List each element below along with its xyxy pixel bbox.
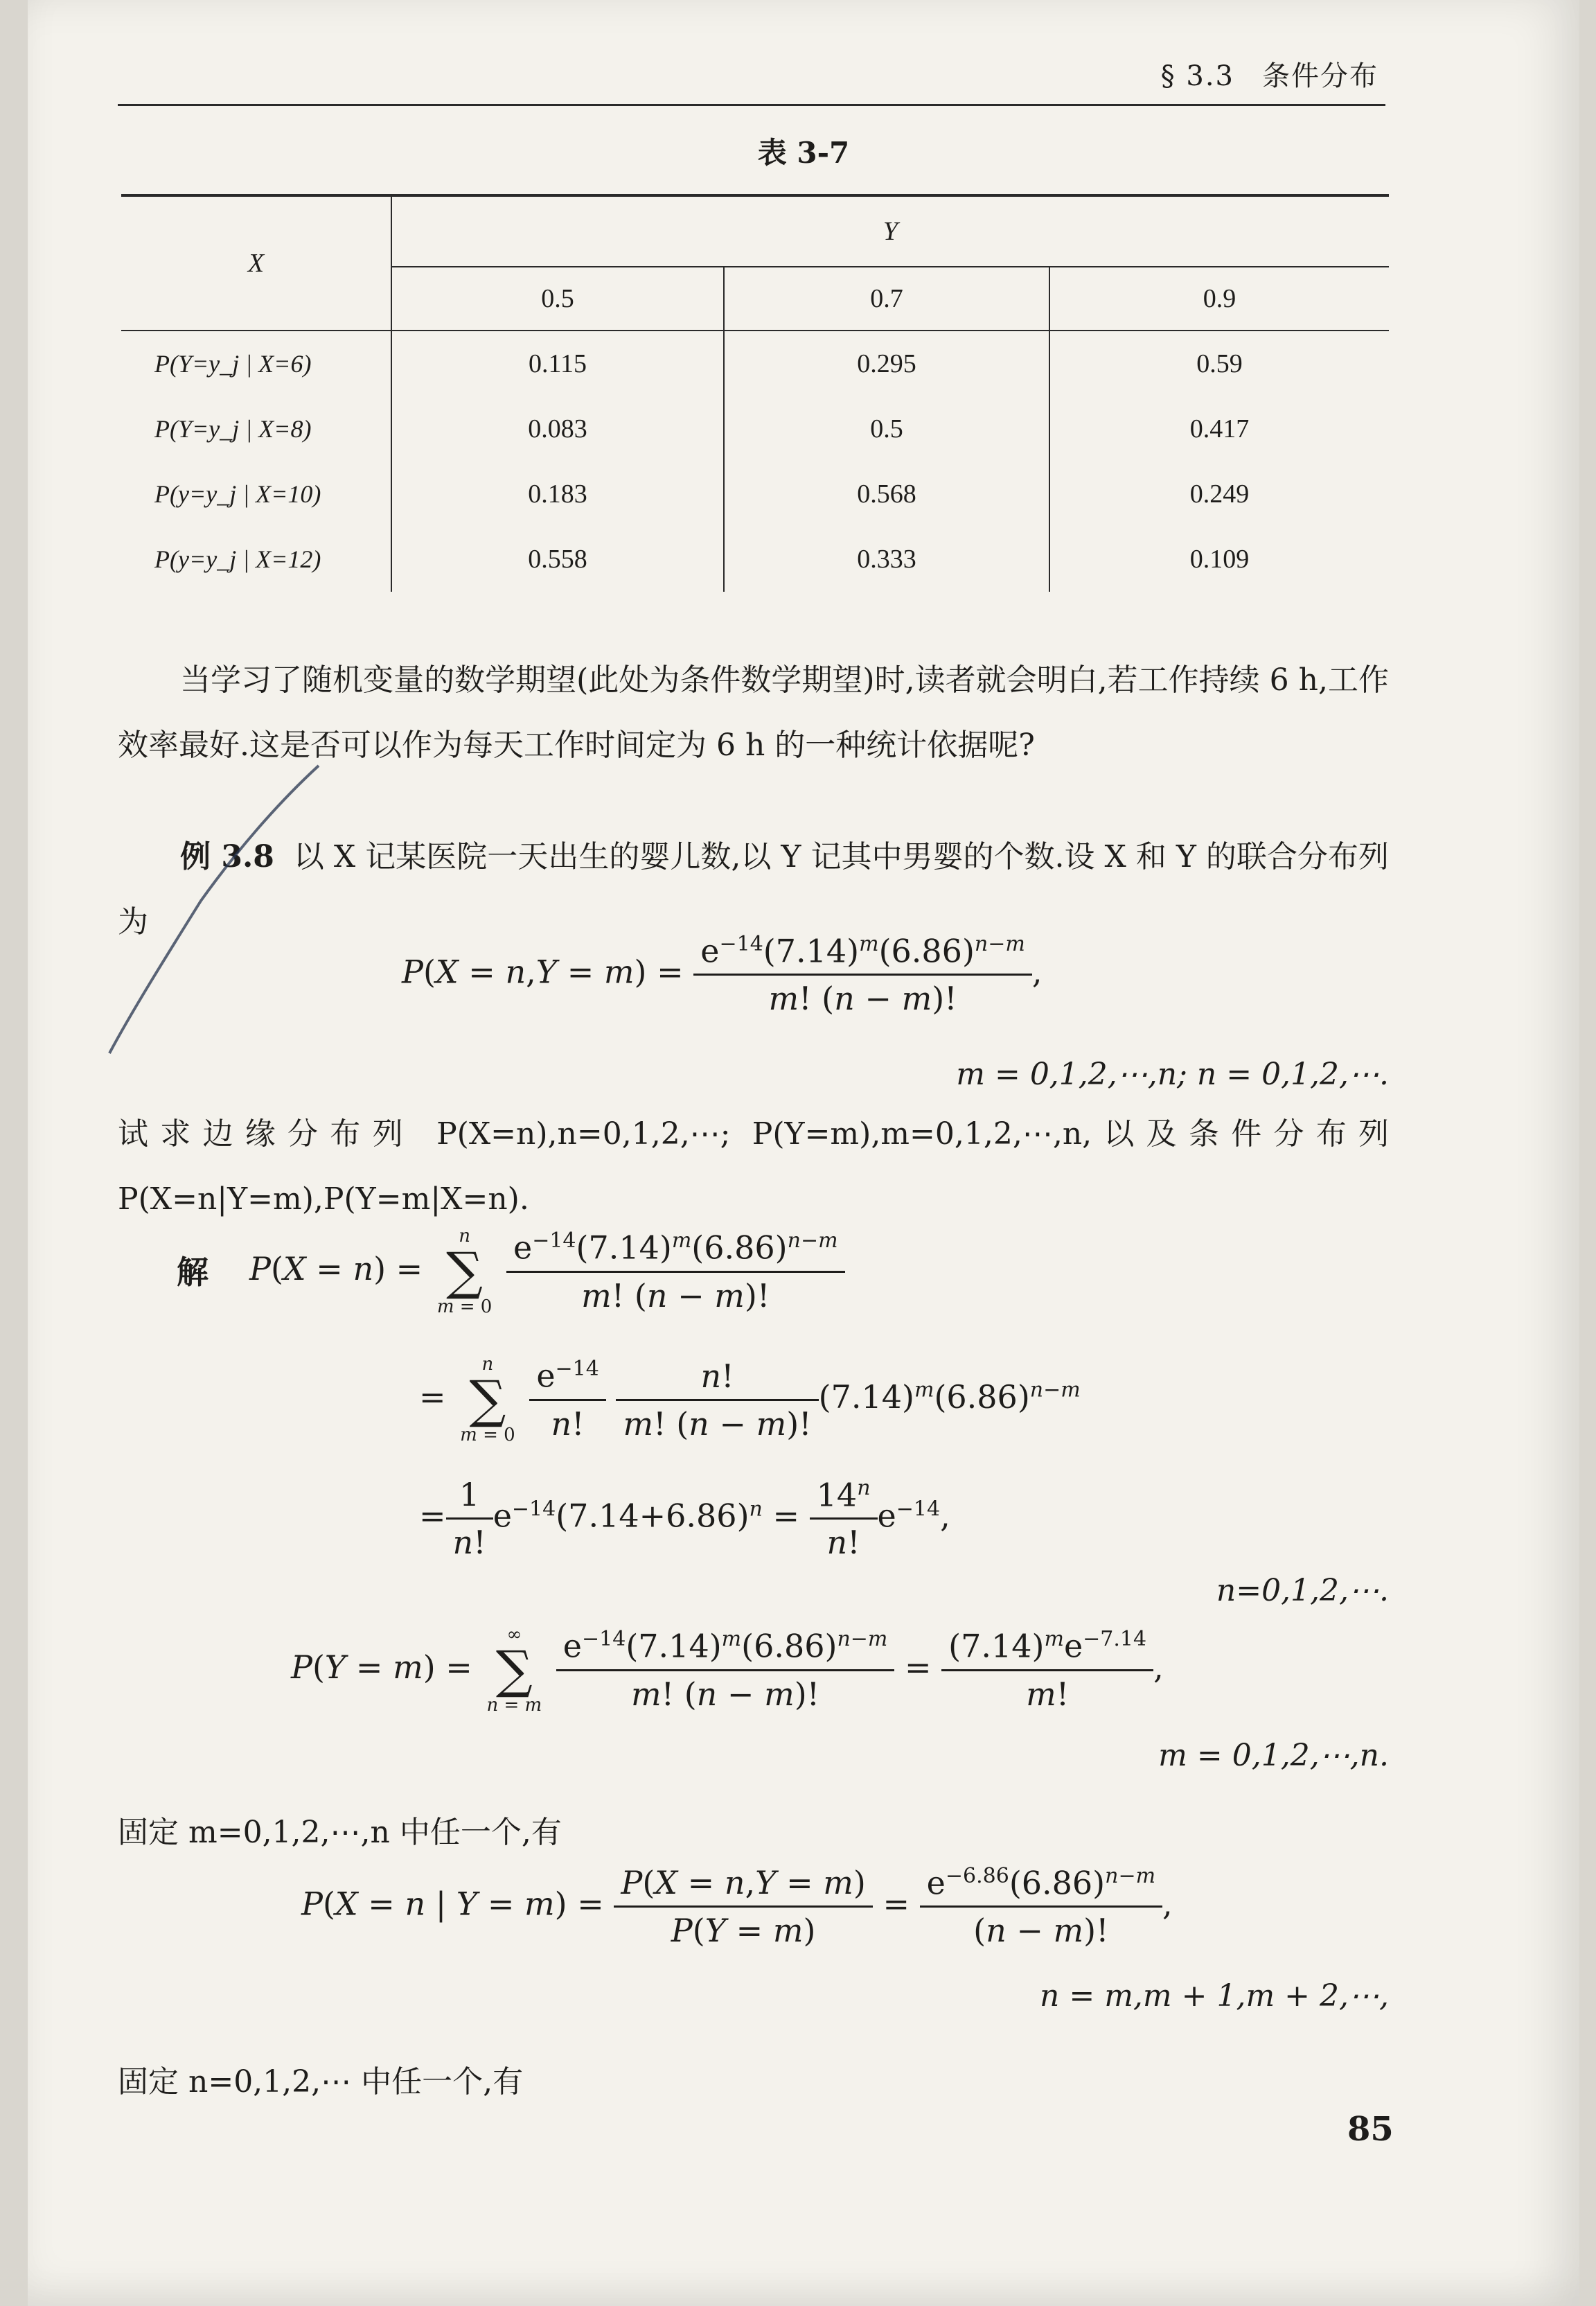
range-condition: n = m,m + 1,m + 2,⋯,	[1040, 1978, 1389, 2014]
conditional-x-formula: P(X = n | Y = m) = $\frac{P(X = n,Y = m)}{P(Y = m)}$ = $\frac{e^{-6.86}(6.86)^{n-m}}{(n - m)!}$ ,	[301, 1864, 1173, 1950]
header-rule	[118, 104, 1385, 106]
table-cell: 0.558	[391, 527, 724, 592]
table-cell: 0.5	[724, 396, 1049, 461]
table-cell: 0.249	[1049, 461, 1389, 527]
running-head	[1161, 54, 1378, 94]
table-cell: 0.109	[1049, 527, 1389, 592]
joint-distribution-formula: P(X = n,Y = m) = $\frac{e^{-14}(7.14)^m(6.86)^{n-m}}{m! (n - m)!}$ ,	[402, 932, 1043, 1018]
fix-m-line: 固定 m=0,1,2,⋯,n 中任一个,有	[118, 1815, 562, 1850]
y-value: 0.5	[391, 267, 724, 331]
row-label: P(Y=y_j | X=6)	[121, 331, 391, 396]
row-label: P(Y=y_j | X=8)	[121, 396, 391, 461]
table-cell: 0.115	[391, 331, 724, 396]
range-condition: m = 0,1,2,⋯,n.	[1158, 1738, 1389, 1773]
table-cell: 0.183	[391, 461, 724, 527]
example-label: 例 3.8	[180, 839, 274, 874]
task-paragraph: 试求边缘分布列 P(X=n),n=0,1,2,⋯; P(Y=m),m=0,1,2,⋯,n,以及条件分布列 P(X=n|Y=m),P(Y=m|X=n).	[118, 1116, 1389, 1217]
x-header: X	[121, 195, 391, 331]
marginal-x-step3: = $\frac{1}{n!}$ $e^{-14}(7.14+6.86)^n$ = $\frac{14^n}{n!}$ $e^{-14}$,	[419, 1476, 950, 1562]
marginal-x-step2: = n ∑ m = 0 $\frac{e^{-14}}{n!}$ $\frac{n!}{m! (n - m)!}$ $(7.14)^m(6.86)^{n-m}$	[419, 1354, 1081, 1445]
table-cell: 0.333	[724, 527, 1049, 592]
table-row	[121, 331, 1389, 396]
table-row	[121, 527, 1389, 592]
solution-label: 解	[177, 1253, 209, 1291]
section-title: 条件分布	[1262, 60, 1378, 92]
table-cell: 0.083	[391, 396, 724, 461]
table-cell: 0.295	[724, 331, 1049, 396]
book-page	[28, 0, 1579, 2306]
table-cell: 0.568	[724, 461, 1049, 527]
table-row	[121, 461, 1389, 527]
row-label: P(y=y_j | X=12)	[121, 527, 391, 592]
example-body: 以 X 记某医院一天出生的婴儿数,以 Y 记其中男婴的个数.设 X 和 Y 的联合分布列为	[118, 839, 1389, 940]
marginal-y-formula: P(Y = m) = ∞ ∑ n = m $\frac{e^{-14}(7.14)^m(6.86)^{n-m}}{m! (n - m)!}$ = $\frac{(7.14)^me^{-7.14}}{m!}$ ,	[291, 1624, 1164, 1716]
fix-n-line: 固定 n=0,1,2,⋯ 中任一个,有	[118, 2064, 524, 2100]
range-condition: n=0,1,2,⋯.	[1216, 1573, 1389, 1608]
table-cell: 0.59	[1049, 331, 1389, 396]
table-caption: 表 3-7	[757, 136, 850, 170]
table-cell: 0.417	[1049, 396, 1389, 461]
y-header: Y	[391, 195, 1389, 267]
y-value: 0.9	[1049, 267, 1389, 331]
paragraph-expectation: 当学习了随机变量的数学期望(此处为条件数学期望)时,读者就会明白,若工作持续 6 h,工作效率最好.这是否可以作为每天工作时间定为 6 h 的一种统计依据呢?	[118, 662, 1389, 763]
y-value: 0.7	[724, 267, 1049, 331]
page-number: 85	[1347, 2110, 1394, 2149]
table-row	[121, 396, 1389, 461]
section-number: § 3.3	[1160, 60, 1234, 92]
row-label: P(y=y_j | X=10)	[121, 461, 391, 527]
conditional-distribution-table	[121, 194, 1389, 592]
range-condition: m = 0,1,2,⋯,n; n = 0,1,2,⋯.	[956, 1057, 1389, 1092]
marginal-x-step1: P(X = n) = n ∑ m = 0 $\frac{e^{-14}(7.14)^m(6.86)^{n-m}}{m! (n - m)!}$	[249, 1226, 845, 1317]
